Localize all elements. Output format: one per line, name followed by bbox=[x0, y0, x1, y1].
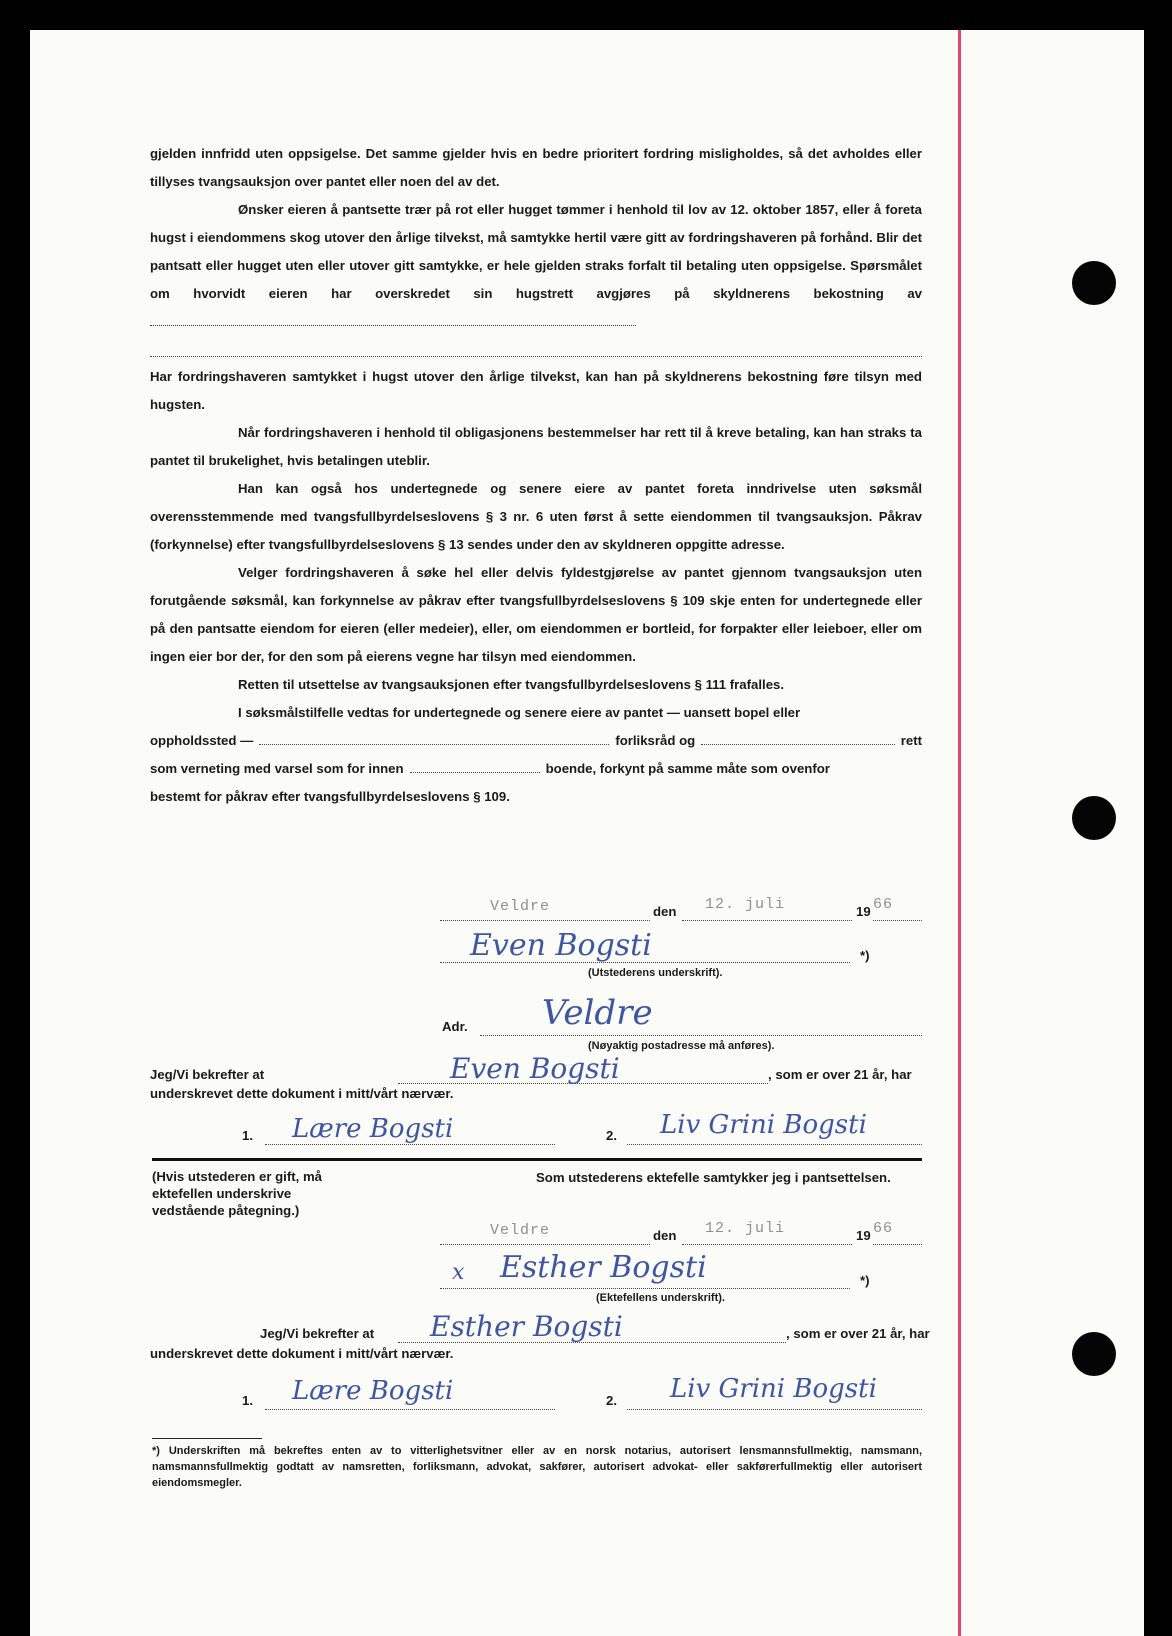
witness-2-label: 2. bbox=[606, 1393, 617, 1408]
spouse-signature: Esther Bogsti bbox=[500, 1250, 707, 1285]
confirm-statement: underskrevet dette dokument i mitt/vårt nærvær. bbox=[150, 1346, 454, 1361]
address-label: Adr. bbox=[442, 1019, 468, 1034]
year-line bbox=[873, 1244, 922, 1245]
punch-hole bbox=[1072, 261, 1116, 305]
venue-line: som verneting med varsel som for innen boende, forkynt på samme måte som ovenfor bbox=[150, 761, 830, 776]
footnote-marker: *) bbox=[860, 1273, 870, 1288]
blank-line bbox=[150, 336, 922, 357]
punch-hole bbox=[1072, 796, 1116, 840]
year-prefix: 19 bbox=[856, 904, 871, 919]
witness-2-signature: Liv Grini Bogsti bbox=[670, 1374, 877, 1404]
punch-hole bbox=[1072, 1332, 1116, 1376]
confirm-signature: Even Bogsti bbox=[450, 1052, 620, 1085]
date-typed: 12. juli bbox=[705, 896, 786, 913]
blank-line bbox=[150, 313, 636, 326]
date-line bbox=[682, 1244, 852, 1245]
confirm-statement: underskrevet dette dokument i mitt/vårt nærvær. bbox=[150, 1086, 454, 1101]
year-prefix: 19 bbox=[856, 1228, 871, 1243]
address-line bbox=[480, 1035, 922, 1036]
date-typed: 12. juli bbox=[705, 1220, 786, 1237]
footnote-rule bbox=[152, 1438, 262, 1439]
year-line bbox=[873, 920, 922, 921]
paragraph-3: Har fordringshaveren samtykket i hugst utover den årlige tilvekst, kan han på skyldnerens bekostning føre tilsyn med hugsten. bbox=[150, 369, 922, 412]
place-typed: Veldre bbox=[490, 1222, 551, 1239]
address-caption: (Nøyaktig postadresse må anføres). bbox=[588, 1040, 775, 1052]
witness-1-line bbox=[265, 1144, 555, 1145]
signature-line bbox=[440, 1288, 850, 1289]
witness-1-signature: Lære Bogsti bbox=[292, 1114, 454, 1144]
document-page bbox=[30, 30, 1144, 1636]
confirm-label: Jeg/Vi bekrefter at bbox=[260, 1326, 375, 1341]
den-label: den bbox=[653, 1228, 677, 1243]
confirm-age: , som er over 21 år, har bbox=[768, 1067, 912, 1082]
place-typed: Veldre bbox=[490, 898, 551, 915]
confirm-signature: Esther Bogsti bbox=[430, 1310, 623, 1343]
spouse-consent: Som utstederens ektefelle samtykker jeg i pantsettelsen. bbox=[536, 1170, 891, 1185]
year-typed: 66 bbox=[873, 1220, 894, 1237]
footnote-marker: *) bbox=[860, 948, 870, 963]
signature-caption: (Ektefellens underskrift). bbox=[596, 1292, 725, 1304]
red-margin-line bbox=[958, 30, 961, 1636]
witness-2-line bbox=[627, 1409, 922, 1410]
address-handwritten: Veldre bbox=[542, 993, 653, 1033]
witness-1-label: 1. bbox=[242, 1128, 253, 1143]
witness-2-line bbox=[627, 1144, 922, 1145]
terms-body bbox=[150, 140, 922, 811]
witness-1-line bbox=[265, 1409, 555, 1410]
paragraph-8: I søksmålstilfelle vedtas for undertegnede og senere eiere av pantet — uansett bopel eller bbox=[238, 705, 801, 720]
paragraph-1: gjelden innfridd uten oppsigelse. Det samme gjelder hvis en bedre prioritert fordring misligholdes, så det avholdes eller tillyses tvangsauksjon over pantet eller noen del av det. bbox=[150, 146, 922, 189]
paragraph-2: Ønsker eieren å pantsette trær på rot eller hugget tømmer i henhold til lov av 12. oktober 1857, eller å foreta hugst i eiendommens skog utover den årlige tilvekst, må samtykke hertil være gitt av fordringshaveren på forhånd. Blir det pantsatt eller hugget uten eller utover gitt samtykke, er hele gjelden straks forfalt til betaling uten oppsigelse. Spørsmålet om hvorvidt eieren har overskredet sin hugstrett avgjøres på skyldnerens bekostning av bbox=[150, 196, 922, 336]
venue-line: oppholdssted — forliksråd og rett bbox=[150, 733, 922, 748]
blank-line bbox=[701, 732, 895, 745]
confirm-label: Jeg/Vi bekrefter at bbox=[150, 1067, 265, 1082]
blank-line bbox=[410, 760, 540, 773]
signature-caption: (Utstederens underskrift). bbox=[588, 967, 723, 979]
paragraph-6: Velger fordringshaveren å søke hel eller delvis fyldestgjørelse av pantet gjennom tvangsauksjon uten forutgående søksmål, kan forkynnelse av påkrav efter tvangsfullbyrdelseslovens § 109 skje enten for undertegnede eller på den pantsatte eiendom for eieren (eller medeier), eller, om eiendommen er bortleid, for forpakter eller leieboer, eller om ingen eier bor der, for den som på eierens vegne har tilsyn med eiendommen. bbox=[150, 565, 922, 664]
witness-2-label: 2. bbox=[606, 1128, 617, 1143]
issuer-signature: Even Bogsti bbox=[470, 928, 652, 963]
witness-2-signature: Liv Grini Bogsti bbox=[660, 1110, 867, 1140]
blank-line bbox=[259, 732, 609, 745]
paragraph-4: Når fordringshaveren i henhold til obligasjonens bestemmelser har rett til å kreve betaling, kan han straks ta pantet til brukelighet, hvis betalingen uteblir. bbox=[150, 425, 922, 468]
paragraph-5: Han kan også hos undertegnede og senere eiere av pantet foreta inndrivelse uten søksmål overensstemmende med tvangsfullbyrdelseslovens § 3 nr. 6 uten først å sette eiendommen til tvangsauksjon. Påkrav (forkynnelse) efter tvangsfullbyrdelseslovens § 13 sendes under den av skyldneren oppgitte adresse. bbox=[150, 481, 922, 552]
witness-1-label: 1. bbox=[242, 1393, 253, 1408]
confirm-age: , som er over 21 år, har bbox=[786, 1326, 930, 1341]
den-label: den bbox=[653, 904, 677, 919]
footnote: *) Underskriften må bekreftes enten av to vitterlighetsvitner eller av en norsk notarius, autorisert lensmannsfullmektig, namsmann, namsmannsfullmektig godtatt av namsretten, forliksmann, advokat, sakfører, autorisert advokat- eller sakførerfullmektig eller autorisert eiendomsmegler. bbox=[152, 1445, 922, 1489]
place-line bbox=[440, 1244, 650, 1245]
x-mark: x bbox=[452, 1260, 465, 1285]
section-divider bbox=[152, 1158, 922, 1161]
paragraph-8-end: bestemt for påkrav efter tvangsfullbyrdelseslovens § 109. bbox=[150, 789, 510, 804]
witness-1-signature: Lære Bogsti bbox=[292, 1376, 454, 1406]
place-line bbox=[440, 920, 650, 921]
paragraph-7: Retten til utsettelse av tvangsauksjonen efter tvangsfullbyrdelseslovens § 111 frafalles. bbox=[238, 677, 785, 692]
spouse-note: (Hvis utstederen er gift, må ektefellen underskrive vedstående påtegning.) bbox=[152, 1169, 323, 1218]
date-line bbox=[682, 920, 852, 921]
year-typed: 66 bbox=[873, 896, 894, 913]
